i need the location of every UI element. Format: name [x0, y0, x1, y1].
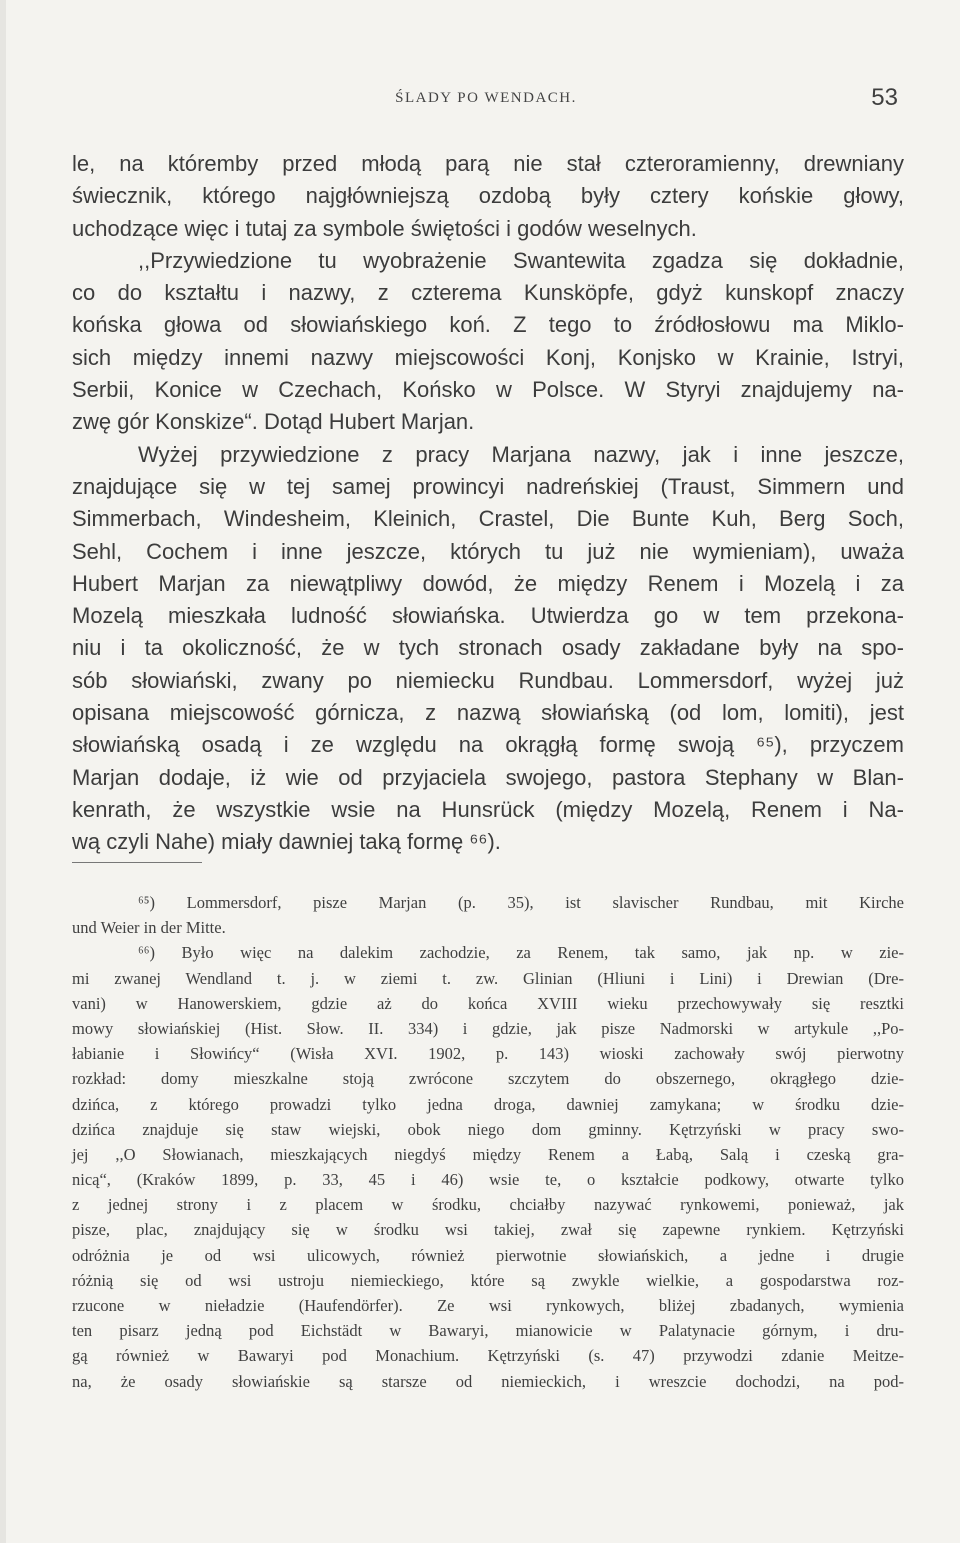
- text-line: Simmerbach, Windesheim, Kleinich, Crastel, Die Bunte Kuh, Berg Soch,: [72, 506, 904, 532]
- page-number: 53: [871, 84, 898, 111]
- text-line: co do kształtu i nazwy, z czterema Kunsköpfe, gdyż kunskopf znaczy: [72, 280, 904, 306]
- footnote-line: z jednej strony i z placem w środku, chciałby nazywać rynkowemi, ponieważ, jak: [72, 1195, 904, 1215]
- running-title: ŚLADY PO WENDACH.: [395, 90, 577, 106]
- footnote-line: ⁶⁵) Lommersdorf, pisze Marjan (p. 35), ist slavischer Rundbau, mit Kirche: [138, 893, 904, 912]
- footnote-line: różnią się od wsi ustroju niemieckiego, które są zwykle wielkie, a gospodarstwa roz-: [72, 1270, 904, 1290]
- footnote-line: rzucone w nieładzie (Haufendörfer). Ze wsi rynkowych, bliżej zbadanych, wymienia: [72, 1296, 904, 1315]
- text-line: zwę gór Konskize“. Dotąd Hubert Marjan.: [72, 409, 475, 435]
- footnote-line: rozkład: domy mieszkalne stoją zwrócone szczytem do obszernego, okrągłego dzie-: [72, 1069, 904, 1089]
- text-line: Serbii, Konice w Czechach, Końsko w Polsce. W Styryi znajdujemy na-: [72, 377, 904, 403]
- footnote-line: łabianie i Słowińcy“ (Wisła XVI. 1902, p. 143) wioski zachowały swój pierwotny: [72, 1044, 904, 1064]
- footnote-line: odróżnia je od wsi ulicowych, również pierwotnie słowiańskich, a jedne i drugie: [72, 1245, 904, 1265]
- footnote-line: dzińca, z którego prowadzi tylko jedna droga, dawniej zamykana; w środku dzie-: [72, 1094, 904, 1114]
- footnote-line: nicą“, (Kraków 1899, p. 33, 45 i 46) wsie te, o kształcie podkowy, otwarte tylko: [72, 1170, 904, 1190]
- text-line: Hubert Marjan za niewątpliwy dowód, że między Renem i Mozelą i za: [72, 570, 904, 596]
- text-line: słowiańską osadą i ze względu na okrągłą formę swoją ⁶⁵), przyczem: [72, 732, 904, 758]
- text-line: Marjan dodaje, iż wie od przyjaciela swojego, pastora Stephany w Blan-: [72, 764, 904, 790]
- footnote-line: ten pisarz jedną pod Eichstädt w Bawaryi, mianowicie w Palatynacie górnym, i dru-: [72, 1321, 904, 1341]
- text-line: sób słowiański, zwany po niemiecku Rundbau. Lommersdorf, wyżej już: [72, 667, 904, 693]
- text-line: le, na któremby przed młodą parą nie stał czteroramienny, drewniany: [72, 151, 904, 176]
- footnote-line: dzińca znajduje się staw wiejski, obok niego dom gminny. Kętrzyński w pracy swo-: [72, 1119, 904, 1139]
- text-line: niu i ta okoliczność, że w tych stronach osady zakładane były na spo-: [72, 635, 904, 661]
- footnote-line: jej ,,O Słowianach, mieszkających niegdyś między Renem a Łabą, Salą i czeską gra-: [72, 1144, 904, 1164]
- text-line: świecznik, którego najgłówniejszą ozdobą były cztery końskie głowy,: [72, 183, 904, 209]
- text-line: kenrath, że wszystkie wsie na Hunsrück (między Mozelą, Renem i Na-: [72, 796, 904, 822]
- main-text: [72, 148, 904, 859]
- footnote-line: und Weier in der Mitte.: [72, 918, 226, 938]
- text-line: ,,Przywiedzione tu wyobrażenie Swantewita zgadza się dokładnie,: [138, 247, 904, 273]
- text-line: opisana miejscowość górnicza, z nazwą słowiańską (od lom, lomiti), jest: [72, 700, 904, 726]
- text-line: Wyżej przywiedzione z pracy Marjana nazwy, jak i inne jeszcze,: [138, 441, 904, 467]
- text-line: wą czyli Nahe) miały dawniej taką formę ⁶⁶).: [72, 829, 501, 855]
- footnote-line: mi zwanej Wendland t. j. w ziemi t. zw. Glinian (Hliuni i Lini) i Drewian (Dre-: [72, 968, 904, 988]
- text-line: Sehl, Cochem i inne jeszcze, których tu już nie wymieniam), uważa: [72, 538, 904, 564]
- text-line: Mozelą mieszkała ludność słowiańska. Utwierdza go w tem przekona-: [72, 603, 904, 629]
- text-line: sich między innemi nazwy miejscowości Konj, Konjsko w Krainie, Istryi,: [72, 344, 904, 370]
- footnote-line: vani) w Hanowerskiem, gdzie aż do końca XVIII wieku przechowywały się resztki: [72, 993, 904, 1013]
- footnote-line: na, że osady słowiańskie są starsze od niemieckich, i wreszcie dochodzi, na pod-: [72, 1371, 904, 1391]
- footnote-line: gą również w Bawaryi pod Monachium. Kętrzyński (s. 47) przywodzi zdanie Meitze-: [72, 1346, 904, 1366]
- page-header: [74, 80, 898, 120]
- text-line: znajdujące się w tej samej prowincyi nadreńskiej (Traust, Simmern und: [72, 473, 904, 499]
- footnote-line: pisze, plac, znajdujący się w środku wsi takiej, zwał się zapewne rynkiem. Kętrzyński: [72, 1220, 904, 1240]
- text-line: uchodzące więc i tutaj za symbole świętości i godów weselnych.: [72, 215, 697, 241]
- footnote-line: ⁶⁶) Było więc na dalekim zachodzie, za Renem, tak samo, jak np. w zie-: [138, 943, 904, 963]
- footnotes: [72, 890, 904, 1394]
- text-line: końska głowa od słowiańskiego koń. Z tego to źródłosłowu ma Miklo-: [72, 312, 904, 338]
- footnote-line: mowy słowiańskiej (Hist. Słow. II. 334) i gdzie, jak pisze Nadmorski w artykule ,,Po-: [72, 1018, 904, 1038]
- footnote-divider: [72, 862, 202, 863]
